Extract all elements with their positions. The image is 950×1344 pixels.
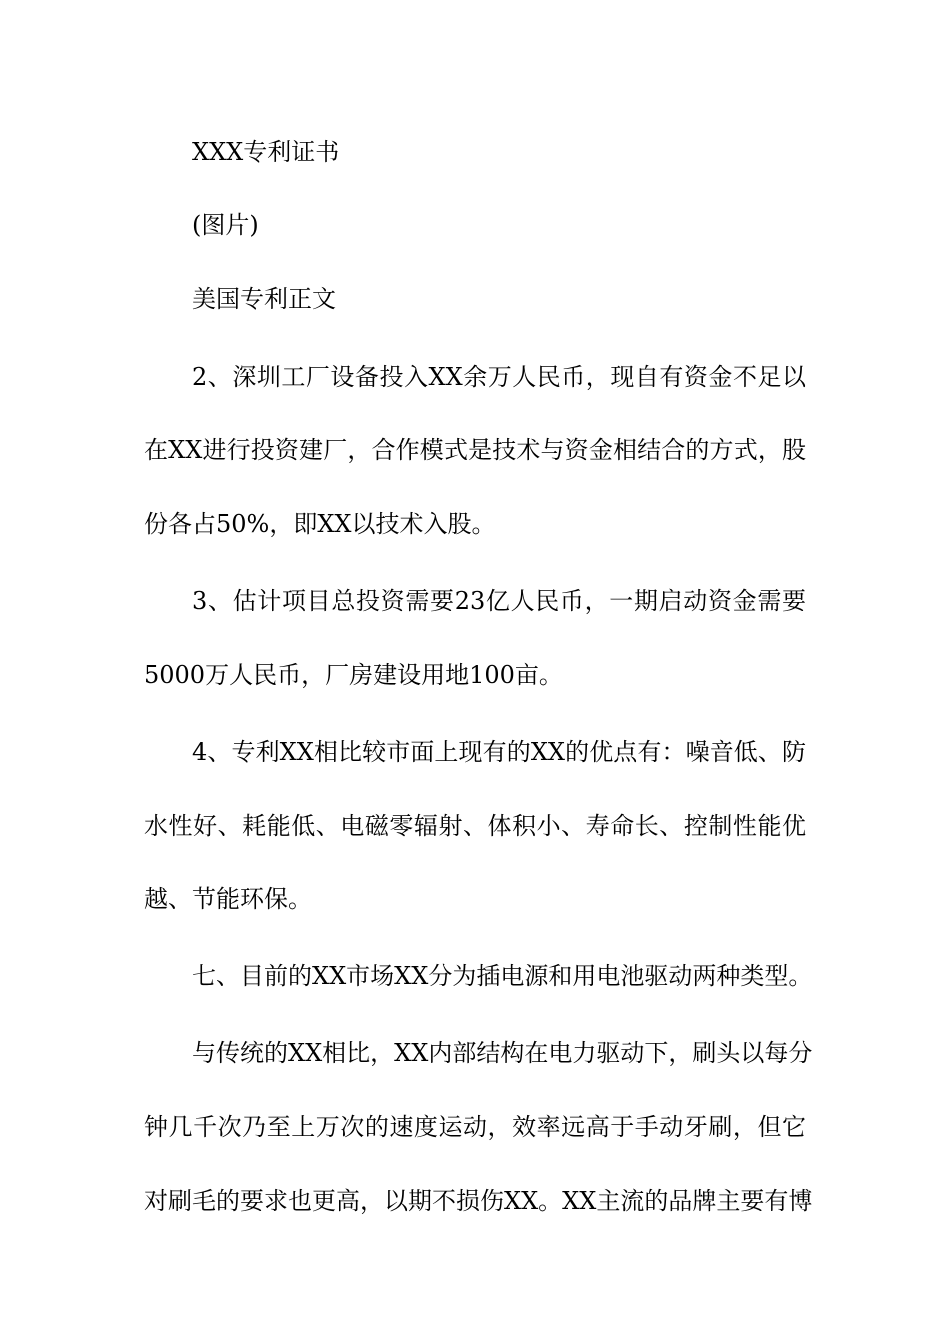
comparison-paragraph-line-1: 与传统的XX相比，XX内部结构在电力驱动下，刷头以每分 bbox=[192, 1039, 813, 1067]
image-placeholder-text: (图片) bbox=[192, 211, 259, 239]
paragraph-3-line-1: 3、估计项目总投资需要23亿人民币，一期启动资金需要 bbox=[192, 587, 806, 615]
section-7-line-1: 七、目前的XX市场XX分为插电源和用电池驱动两种类型。 bbox=[192, 962, 813, 990]
comparison-paragraph-line-2: 钟几千次乃至上万次的速度运动，效率远高于手动牙刷，但它 bbox=[144, 1113, 806, 1141]
paragraph-3-line-2: 5000万人民币，厂房建设用地100亩。 bbox=[144, 661, 563, 689]
paragraph-2-line-1: 2、深圳工厂设备投入XX余万人民币，现自有资金不足以 bbox=[192, 363, 806, 391]
paragraph-2-line-2: 在XX进行投资建厂，合作模式是技术与资金相结合的方式，股 bbox=[144, 436, 806, 464]
patent-text-heading: 美国专利正文 bbox=[192, 285, 336, 313]
certificate-heading: XXX专利证书 bbox=[192, 138, 340, 166]
paragraph-2-line-3: 份各占50%，即XX以技术入股。 bbox=[144, 510, 496, 538]
paragraph-4-line-3: 越、节能环保。 bbox=[144, 885, 312, 913]
comparison-paragraph-line-3: 对刷毛的要求也更高，以期不损伤XX。XX主流的品牌主要有博 bbox=[144, 1187, 813, 1215]
paragraph-4-line-1: 4、专利XX相比较市面上现有的XX的优点有：噪音低、防 bbox=[192, 738, 806, 766]
paragraph-4-line-2: 水性好、耗能低、电磁零辐射、体积小、寿命长、控制性能优 bbox=[144, 812, 806, 840]
